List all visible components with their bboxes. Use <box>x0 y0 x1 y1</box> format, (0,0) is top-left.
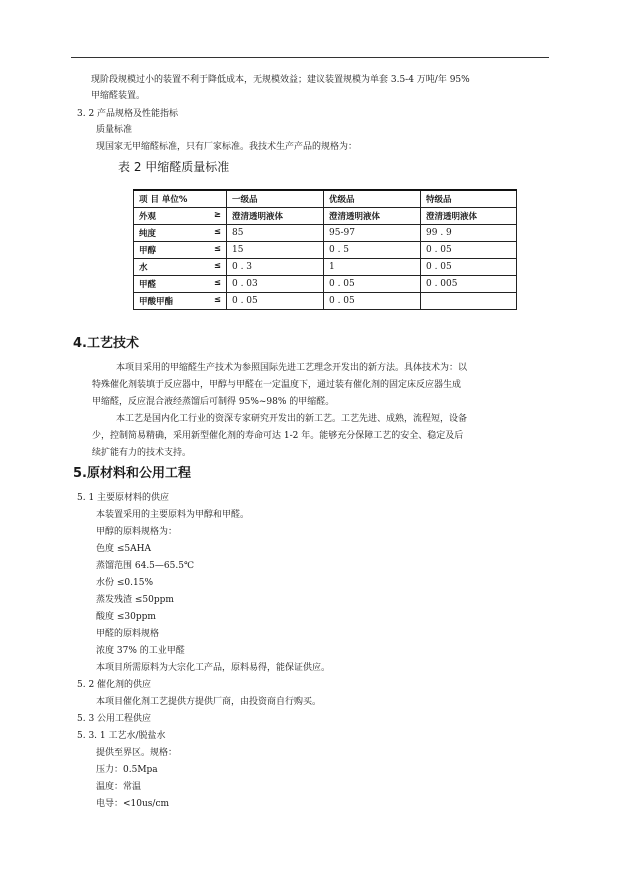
para-line: 现国家无甲缩醛标准，只有厂家标准。我技术生产产品的规格为： <box>96 142 358 152</box>
comparison-symbol: ≤ <box>213 227 221 237</box>
spec-line: 温度：常温 <box>96 782 142 792</box>
table-cell: 0 . 3 <box>227 259 324 276</box>
spec-line: 电导：<10us/cm <box>96 799 170 809</box>
table-row <box>134 259 517 276</box>
item-label: 水 <box>139 263 148 273</box>
table-cell: 0 . 5 <box>324 242 421 259</box>
item-label: 甲醇 <box>139 246 157 256</box>
table-row <box>134 293 517 310</box>
table-cell: 澄清透明液体 <box>324 208 421 225</box>
para-line: 本项目采用的甲缩醛生产技术为参照国际先进工艺理念开发出的新方法。具体技术为：以 <box>116 363 468 373</box>
subsection-heading: 3. 2 产品规格及性能指标 <box>77 109 179 119</box>
comparison-symbol: ≤ <box>213 244 221 254</box>
table-cell: 95-97 <box>324 225 421 242</box>
row-header <box>134 293 227 310</box>
para-line: 甲醇的原料规格为： <box>96 527 178 537</box>
table-cell: 0 . 05 <box>324 276 421 293</box>
comparison-symbol: ≤ <box>213 278 221 288</box>
item-label: 外观 <box>139 212 157 222</box>
spec-line: 色度 ≤5AHA <box>96 544 151 554</box>
comparison-symbol: ≥ <box>213 210 221 220</box>
row-header <box>134 225 227 242</box>
table-cell: 澄清透明液体 <box>227 208 324 225</box>
header-cell: 特级品 <box>421 190 517 208</box>
table-cell: 0 . 005 <box>421 276 517 293</box>
table-cell: 0 . 05 <box>421 242 517 259</box>
table-cell: 85 <box>227 225 324 242</box>
table-cell: 0 . 05 <box>227 293 324 310</box>
table-row <box>134 242 517 259</box>
spec-line: 酸度 ≤30ppm <box>96 612 156 622</box>
para-line: 现阶段规模过小的装置不利于降低成本，无规模效益；建议装置规模为单套 3.5-4 万吨/年 95% <box>91 75 470 85</box>
para-line: 浓度 37% 的工业甲醛 <box>96 646 185 656</box>
row-header <box>134 242 227 259</box>
comparison-symbol: ≤ <box>213 295 221 305</box>
para-line: 甲缩醛装置。 <box>91 91 146 101</box>
header-cell: 项 目 单位% <box>134 190 227 208</box>
para-line: 甲缩醛，反应混合液经蒸馏后可制得 95%~98% 的甲缩醛。 <box>92 397 335 407</box>
spec-line: 水份 ≤0.15% <box>96 578 153 588</box>
item-label: 纯度 <box>139 229 157 239</box>
para-line: 本项目催化剂工艺提供方提供厂商，由投资商自行购买。 <box>96 697 322 707</box>
header-rule <box>71 57 549 58</box>
para-line: 少，控制简易精确，采用新型催化剂的寿命可达 1-2 年。能够充分保障工艺的安全、稳定及后 <box>92 431 464 441</box>
comparison-symbol: ≤ <box>213 261 221 271</box>
quality-standard-table <box>133 189 517 310</box>
subsection-heading: 5. 1 主要原材料的供应 <box>77 493 170 503</box>
header-cell: 一级品 <box>227 190 324 208</box>
table-header-row <box>134 190 517 208</box>
para-line: 本项目所需原料为大宗化工产品，原料易得，能保证供应。 <box>96 663 331 673</box>
table-row <box>134 276 517 293</box>
table-cell: 澄清透明液体 <box>421 208 517 225</box>
para-line: 提供至界区。规格： <box>96 748 178 758</box>
table-row <box>134 208 517 225</box>
table-caption: 表 2 甲缩醛质量标准 <box>118 160 230 174</box>
row-header <box>134 259 227 276</box>
subsection-heading: 5. 3. 1 工艺水/脱盐水 <box>77 731 166 741</box>
section-heading: 5.原材料和公用工程 <box>73 466 191 481</box>
item-label: 甲酸甲酯 <box>139 297 174 307</box>
table-cell: 99 . 9 <box>421 225 517 242</box>
table-cell: 0 . 05 <box>324 293 421 310</box>
table-cell: 0 . 03 <box>227 276 324 293</box>
table-cell: 0 . 05 <box>421 259 517 276</box>
spec-line: 压力：0.5Mpa <box>96 765 158 775</box>
item-label: 甲醛 <box>139 280 157 290</box>
para-line: 特殊催化剂装填于反应器中，甲醇与甲醛在一定温度下，通过装有催化剂的固定床反应器生成 <box>92 380 462 390</box>
table-cell <box>421 293 517 310</box>
row-header <box>134 208 227 225</box>
para-line: 质量标准 <box>96 125 133 135</box>
spec-line: 蒸发残渣 ≤50ppm <box>96 595 174 605</box>
para-line: 本装置采用的主要原料为甲醇和甲醛。 <box>96 510 250 520</box>
header-cell: 优级品 <box>324 190 421 208</box>
table-cell: 1 <box>324 259 421 276</box>
para-line: 甲醛的原料规格 <box>96 629 160 639</box>
row-header <box>134 276 227 293</box>
section-heading: 4.工艺技术 <box>73 336 139 351</box>
subsection-heading: 5. 2 催化剂的供应 <box>77 680 152 690</box>
subsection-heading: 5. 3 公用工程供应 <box>77 714 152 724</box>
para-line: 本工艺是国内化工行业的资深专家研究开发出的新工艺。工艺先进、成熟，流程短，设备 <box>116 414 468 424</box>
para-line: 续扩能有力的技术支持。 <box>92 448 192 458</box>
spec-line: 蒸馏范围 64.5—65.5℃ <box>96 561 195 571</box>
table-cell: 15 <box>227 242 324 259</box>
table-row <box>134 225 517 242</box>
